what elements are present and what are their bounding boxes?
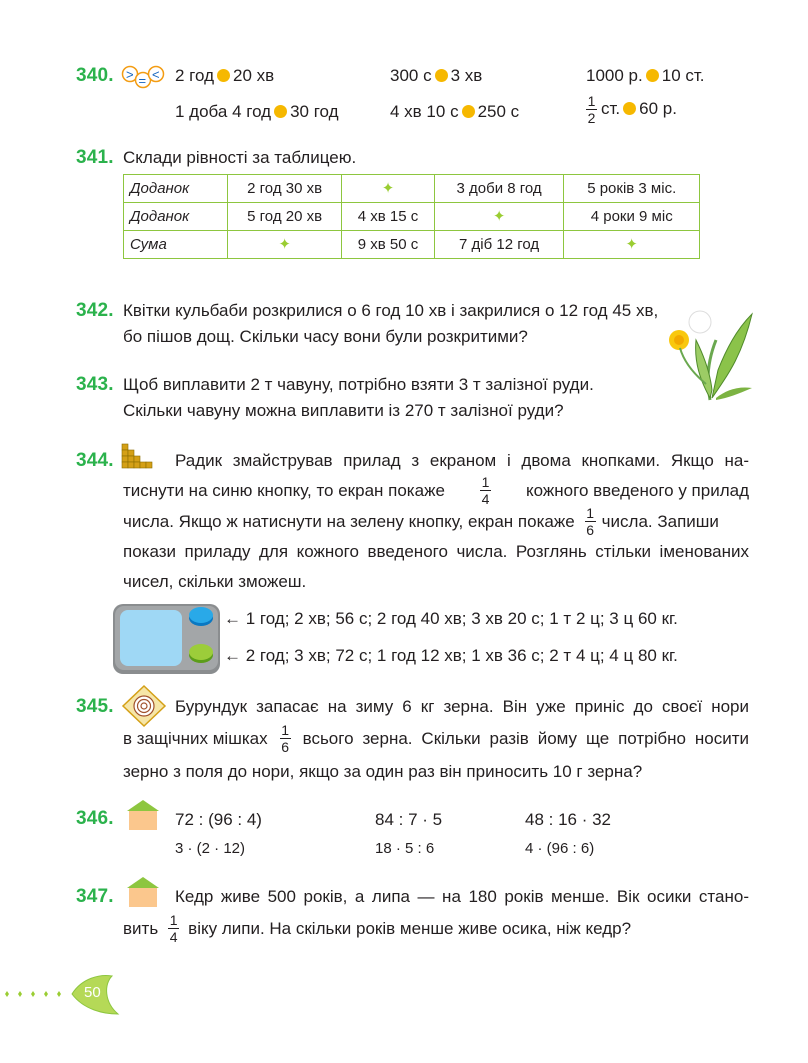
compare-signs-icon (121, 64, 165, 90)
table-cell: 4 хв 15 с (342, 203, 435, 231)
table-cell: 5 год 20 хв (228, 203, 342, 231)
fraction: $\frac{1}{2}$ (587, 93, 596, 126)
expression: 84 : 7 · 5 (375, 810, 443, 829)
table-cell: 5 років 3 міс. (564, 175, 700, 203)
expression: 48 : 16 · 32 (525, 810, 612, 829)
exercise-text: зерно з поля до нори, якщо за один раз він приносить 10 г зерна? (123, 762, 643, 781)
table-row (124, 203, 700, 231)
expression: 18 · 5 : 6 (375, 840, 435, 857)
exercise-text: Кедр живе 500 років, а липа — на 180 років менше. Вік осики стано- (175, 887, 749, 906)
svg-text:>: > (126, 67, 134, 82)
exercise-text: вить $\frac{1}{4}$ віку липи. На скільки років менше живе осика, ніж кедр? (123, 912, 632, 945)
table-header-cell: Сума (124, 231, 228, 259)
fraction: $\frac{1}{6}$ (586, 505, 595, 538)
exercise-number-346: 346. (76, 808, 114, 829)
device-illustration (112, 602, 222, 676)
table-cell: 2 год 30 хв (228, 175, 342, 203)
placeholder-dot-icon (217, 69, 230, 82)
expression: 72 : (96 : 4) (175, 810, 262, 829)
table-cell: 7 діб 12 год (434, 231, 564, 259)
fraction: $\frac{1}{6}$ (281, 722, 289, 755)
exercise-number-343: 343. (76, 374, 114, 395)
expression: 4 · (96 : 6) (525, 840, 595, 857)
compare-item: 300 с 3 хв (390, 66, 483, 85)
exercise-text: Скільки чавуну можна виплавити із 270 т залізної руди? (123, 401, 564, 420)
blue-button-values: ← 1 год; 2 хв; 56 с; 2 год 40 хв; 3 хв 20 с; 1 т 2 ц; 3 ц 60 кг. (224, 609, 678, 628)
compare-item: 1 доба 4 год 30 год (175, 102, 339, 121)
expression: 3 · (2 · 12) (175, 840, 246, 857)
exercise-text: чисел, скільки зможеш. (123, 572, 307, 591)
exercise-number-342: 342. (76, 300, 114, 321)
exercise-number-340: 340. (76, 65, 114, 86)
placeholder-dot-icon (623, 102, 636, 115)
fraction: $\frac{1}{4}$ (169, 912, 178, 945)
exercise-text: Склади рівності за таблицею. (123, 148, 357, 167)
table-row (124, 231, 700, 259)
placeholder-dot-icon (462, 105, 475, 118)
exercise-text: тиснути на синю кнопку, то екран покаже $\frac{1}{4}$ кожного введеного у прилад (123, 474, 749, 507)
star-placeholder-icon: ✦ (342, 175, 435, 203)
page-number: 50 (84, 984, 101, 1001)
svg-text:=: = (138, 73, 147, 88)
dandelion-illustration (666, 300, 758, 404)
labyrinth-icon (121, 684, 167, 728)
house-icon (125, 799, 161, 831)
page-number-badge (0, 970, 130, 1020)
table-row (124, 175, 700, 203)
svg-text:<: < (152, 67, 160, 82)
compare-item: 1000 р. 10 ст. (586, 66, 705, 85)
fraction: $\frac{1}{4}$ (481, 474, 490, 507)
exercise-text: бо пішов дощ. Скільки часу вони були розкритими? (123, 327, 528, 346)
exercise-number-344: 344. (76, 450, 114, 471)
exercise-text: числа. Якщо ж натиснути на зелену кнопку, екран покаже $\frac{1}{6}$ числа. Запиши (123, 505, 719, 538)
exercise-text: в защічних мішках $\frac{1}{6}$ всього зерна. Скільки разів йому ще потрібно носити (123, 722, 749, 755)
exercise-number-347: 347. (76, 886, 114, 907)
table-cell: 3 доби 8 год (434, 175, 564, 203)
table-header-cell: Доданок (124, 203, 228, 231)
exercise-text: Бурундук запасає на зиму 6 кг зерна. Він уже приніс до своєї нори (175, 697, 749, 716)
compare-item: 2 год 20 хв (175, 66, 275, 85)
compare-item: $\frac{1}{2}$ ст. 60 р. (587, 93, 677, 126)
compare-item: 4 хв 10 с 250 с (390, 102, 520, 121)
exercise-text: покази приладу для кожного введеного числа. Розглянь стільки іменованих (123, 542, 749, 561)
placeholder-dot-icon (646, 69, 659, 82)
house-icon (125, 876, 161, 908)
green-button-values: ← 2 год; 3 хв; 72 с; 1 год 12 хв; 1 хв 36 с; 2 т 4 ц; 4 ц 80 кг. (224, 646, 678, 665)
sum-table (123, 174, 700, 259)
exercise-number-345: 345. (76, 696, 114, 717)
table-header-cell: Доданок (124, 175, 228, 203)
exercise-text: Щоб виплавити 2 т чавуну, потрібно взяти 3 т залізної руди. (123, 375, 594, 394)
placeholder-dot-icon (435, 69, 448, 82)
star-placeholder-icon: ✦ (564, 231, 700, 259)
difficulty-blocks-icon (121, 443, 157, 471)
table-cell: 4 роки 9 міс (564, 203, 700, 231)
exercise-text: Радик змайстрував прилад з екраном і двома кнопками. Якщо на- (175, 451, 749, 470)
placeholder-dot-icon (274, 105, 287, 118)
star-placeholder-icon: ✦ (434, 203, 564, 231)
table-cell: 9 хв 50 с (342, 231, 435, 259)
exercise-number-341: 341. (76, 147, 114, 168)
exercise-text: Квітки кульбаби розкрилися о 6 год 10 хв і закрилися о 12 год 45 хв, (123, 301, 659, 320)
star-placeholder-icon: ✦ (228, 231, 342, 259)
